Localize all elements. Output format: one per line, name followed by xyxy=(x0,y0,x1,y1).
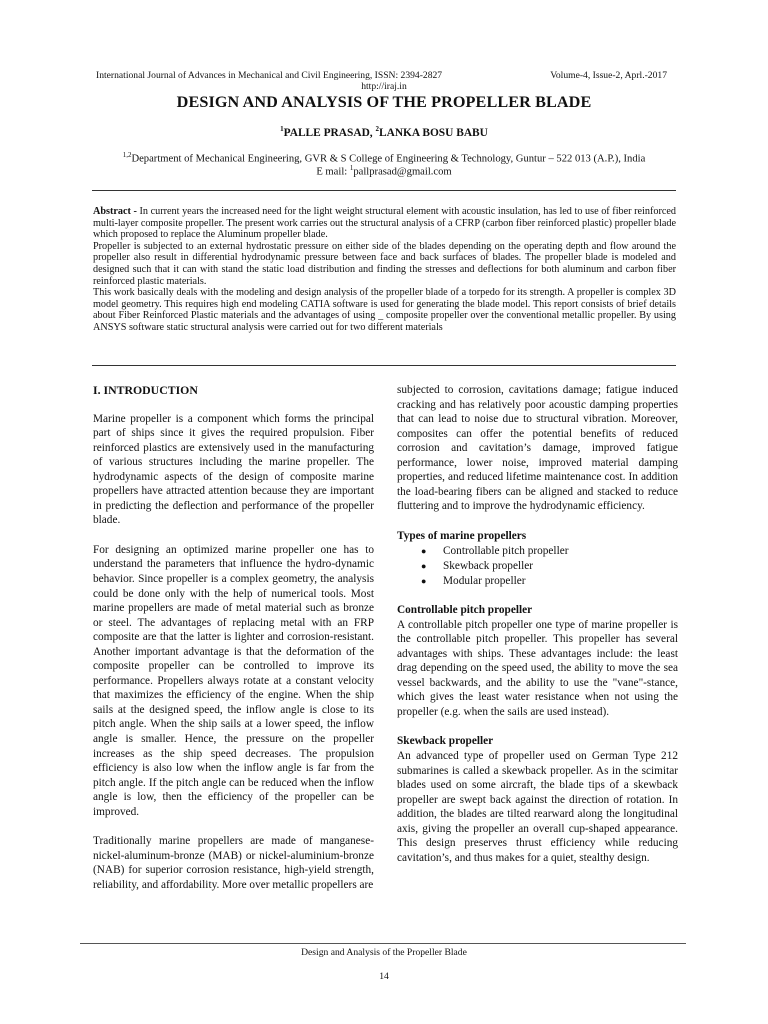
intro-paragraph-2: For designing an optimized marine propeller one has to understand the parameters that influence the hydro-dynamic behavior. Since propeller is a complex geometry, the analysis could be done only with the help of numerical tools. Most marine propellers are made of metal material such as bronze or steel. The advantages of replacing metal with an FRP composite are that the latter is lighter and corrosion-resistant. Another important advantage is that the deformation of the composite propeller can be controlled to improve its performance. Propellers always rotate at a constant velocity that maximizes the efficiency of the engine. When the ship sails at the designed speed, the inflow angle is close to its pitch angle. When the ship sails at a lower speed, the inflow angle is smaller. Hence, the pressure on the propeller increases as the ship speed decreases. The propulsion efficiency is also low when the inflow angle is far from the pitch angle. If the pitch angle can be reduced when the inflow angle is low, then the efficiency of the propeller can be improved. xyxy=(93,543,374,818)
email-sup: 1 xyxy=(349,164,354,172)
author-line xyxy=(0,125,768,139)
affiliation-text: Department of Mechanical Engineering, GVR & S College of Engineering & Technology, Guntur – 522 013 (A.P.), India xyxy=(131,153,646,165)
affiliation-sup: 1,2 xyxy=(122,151,132,159)
list-item xyxy=(397,574,678,589)
email-address: pallprasad@gmail.com xyxy=(353,166,452,178)
email-line xyxy=(0,164,768,178)
skewback-paragraph: An advanced type of propeller used on German Type 212 submarines is called a skewback propeller. As in the scimitar blades used on some aircraft, the blade tips of a skewback propeller are swept back against the direction of rotation. In addition, the blades are tilted rearward along the longitudinal axis, giving the propeller an overall cup-shaped appearance. This design preserves thrust efficiency while reducing cavitation’s, and thus makes for a quiet, stealthy design. xyxy=(397,750,678,864)
page-number: 14 xyxy=(379,971,389,982)
list-item-text: Controllable pitch propeller xyxy=(443,545,569,558)
left-column xyxy=(93,383,374,893)
email-prefix: E mail: xyxy=(316,166,350,178)
propeller-types-list xyxy=(397,544,678,588)
paragraph-gap xyxy=(397,514,678,529)
journal-url: http://iraj.in xyxy=(361,81,407,92)
journal-name: International Journal of Advances in Mechanical and Civil Engineering, ISSN: 2394-2827 xyxy=(96,70,443,81)
abstract-bottom-rule xyxy=(92,365,676,366)
abstract-text-1: In current years the increased need for the light weight structural element with acoustic insulation, has led to use of fiber reinforced multi-layer composite propeller. The present work carries out the structural analysis of a CFRP (carbon fiber reinforced plastic) propeller blade which proposed to replace the Aluminum propeller blade. xyxy=(93,206,677,241)
paragraph-gap xyxy=(397,719,678,734)
abstract-label: Abstract - xyxy=(93,206,137,217)
types-heading: Types of marine propellers xyxy=(397,529,527,542)
continued-paragraph: subjected to corrosion, cavitations damage; fatigue induced cracking and has relatively poor acoustic damping properties that can lead to noise due to structural vibration. Moreover, composites can offer the potential benefits of reduced corrosion and cavitation’s damage, improved fatigue performance, lower noise, improved material damping properties, and reduced lifetime maintenance cost. In addition the load-bearing fibers can be aligned and stacked to reduce fluttering and to improve the hydrodynamic efficiency. xyxy=(397,384,678,513)
bullet-icon: ● xyxy=(421,575,427,586)
abstract-block xyxy=(93,206,676,334)
bullet-icon: ● xyxy=(421,561,427,572)
cpp-paragraph: A controllable pitch propeller one type of marine propeller is the controllable pitch propeller. This propeller has several advantages with ships. These advantages include: the least drag depending on the speed used, the ability to move the sea vessel backwards, and the ability to use the "vane"-stance, which gives the least water resistance when not using the propeller (e.g. when the sails are used instead). xyxy=(397,618,678,718)
affiliation xyxy=(0,151,768,165)
volume-issue: Volume-4, Issue-2, Aprl.-2017 xyxy=(550,70,667,81)
list-item xyxy=(397,559,678,574)
author1-name: PALLE PRASAD, xyxy=(283,126,376,139)
paragraph-gap xyxy=(93,819,374,834)
abstract-paragraph-3: This work basically deals with the modeling and design analysis of the propeller blade of a torpedo for its strength. A propeller is complex 3D model geometry. This requires high end modeling CATIA software is used for generating the blade model. This report consists of brief details about Fiber Reinforced Plastic materials and the advantages of using _ composite propeller over the conventional metallic propeller. By using ANSYS software static structural analysis were carried out for two different materials xyxy=(93,287,676,333)
skewback-heading: Skewback propeller xyxy=(397,735,494,748)
author1-sup: 1 xyxy=(280,125,284,133)
paragraph-gap xyxy=(93,528,374,543)
paragraph-gap xyxy=(397,588,678,603)
section-heading-introduction: I. INTRODUCTION xyxy=(93,383,198,397)
author2-name: LANKA BOSU BABU xyxy=(379,126,488,139)
cpp-heading: Controllable pitch propeller xyxy=(397,604,533,617)
author2-sup: 2 xyxy=(375,125,379,133)
bullet-icon: ● xyxy=(421,546,427,557)
abstract-paragraph-1 xyxy=(93,206,676,241)
paper-title: DESIGN AND ANALYSIS OF THE PROPELLER BLADE xyxy=(176,93,592,111)
footer-rule xyxy=(80,943,686,944)
intro-paragraph-1: Marine propeller is a component which forms the principal part of ships since it gives the required propulsion. Fiber reinforced plastics are extensively used in the manufacturing of various structures including the marine propeller. The hydrodynamic aspects of the design of composite marine propellers have attracted attention because they are important in predicting the deflection and performance of the propeller blade. xyxy=(93,412,374,527)
list-item-text: Modular propeller xyxy=(443,574,526,587)
running-footer: Design and Analysis of the Propeller Blade xyxy=(301,947,467,958)
list-item-text: Skewback propeller xyxy=(443,560,534,573)
abstract-paragraph-2: Propeller is subjected to an external hydrostatic pressure on either side of the blades depending on the operating depth and flow around the propeller also result in differential hydrodynamic pressure between face and back surfaces of blades. The propeller blade is modeled and designed such that it can with stand the static load distribution and finding the stresses and deflections for both aluminum and carbon fiber reinforced plastic materials. xyxy=(93,240,676,287)
right-column xyxy=(397,383,678,865)
intro-paragraph-3: Traditionally marine propellers are made of manganese-nickel-aluminum-bronze (MAB) or nickel-aluminium-bronze (NAB) for superior corrosion resistance, high-yield strength, reliability, and affordability. More over metallic propellers are xyxy=(93,835,374,891)
abstract-top-rule xyxy=(92,190,676,191)
list-item xyxy=(397,544,678,559)
